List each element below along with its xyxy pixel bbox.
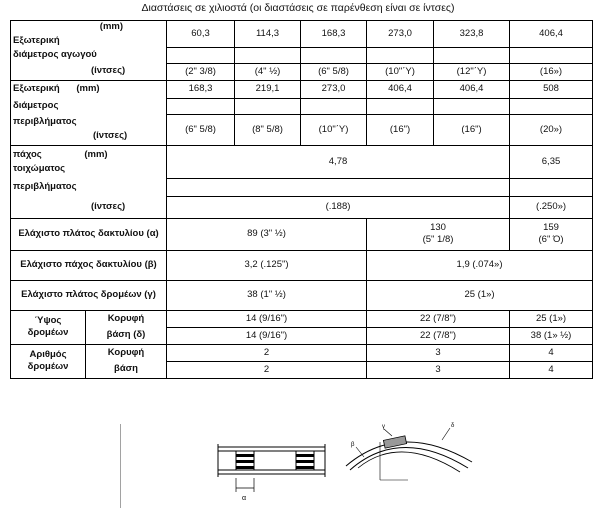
label-top-2: Κορυφή bbox=[86, 344, 167, 361]
table-row bbox=[11, 178, 593, 196]
table-row bbox=[11, 145, 593, 178]
casing-od-in-5: (16") bbox=[434, 114, 510, 145]
casing-od-mm-5: 406,4 bbox=[434, 80, 510, 98]
ring-width-c bbox=[510, 218, 593, 250]
label-delta: δ bbox=[451, 423, 455, 429]
label-alpha: α bbox=[242, 495, 247, 502]
casing-od-in-6: (20») bbox=[510, 114, 593, 145]
label-inches-2: (ίντσες) bbox=[93, 130, 128, 142]
runner-count-base-1: 2 bbox=[167, 361, 367, 378]
label-runner-count: Αριθμός δρομέων bbox=[11, 344, 86, 378]
ring-left bbox=[236, 451, 254, 470]
label-diameter: διάμετρος bbox=[11, 98, 167, 114]
label-outer-2: Εξωτερική bbox=[13, 83, 60, 95]
ring-thickness-b: 1,9 (.074») bbox=[367, 250, 593, 280]
table-row bbox=[11, 280, 593, 310]
runner-height-base-2: 22 (7/8") bbox=[367, 327, 510, 344]
runner-height-base-3: 38 (1» ½) bbox=[510, 327, 593, 344]
ring-width-b-mm: 130 bbox=[430, 222, 446, 233]
label-base-d: βάση (δ) bbox=[86, 327, 167, 344]
wall-mm-a: 4,78 bbox=[167, 145, 510, 178]
label-min-ring-width: Ελάχιστο πλάτος δακτυλίου (α) bbox=[11, 218, 167, 250]
table-row bbox=[11, 344, 593, 361]
ring-right bbox=[296, 451, 314, 470]
casing-od-mm-6: 508 bbox=[510, 80, 593, 98]
label-beta: β bbox=[351, 442, 355, 448]
label-min-runner-width: Ελάχιστο πλάτος δρομέων (γ) bbox=[11, 280, 167, 310]
table-row bbox=[11, 327, 593, 344]
pipe-od-mm-3: 168,3 bbox=[301, 21, 367, 48]
casing-od-in-1: (6" 5/8) bbox=[167, 114, 235, 145]
ring-width-b bbox=[367, 218, 510, 250]
casing-od-mm-3: 273,0 bbox=[301, 80, 367, 98]
table-row bbox=[11, 310, 593, 327]
wall-in-a: (.188) bbox=[167, 196, 510, 218]
pipe-od-mm-5: 323,8 bbox=[434, 21, 510, 48]
ring-width-c-in: (6" Ό) bbox=[538, 234, 564, 245]
runner-height-top-3: 25 (1») bbox=[510, 310, 593, 327]
casing-od-mm-2: 219,1 bbox=[235, 80, 301, 98]
label-min-ring-thickness: Ελάχιστο πάχος δακτυλίου (β) bbox=[11, 250, 167, 280]
casing-od-label-cell bbox=[11, 80, 167, 98]
label-outer: Εξωτερική bbox=[13, 35, 60, 46]
label-casing: περιβλήματος bbox=[13, 116, 77, 128]
label-inches-1: (ίντσες) bbox=[11, 63, 167, 80]
ring-thickness-a: 3,2 (.125") bbox=[167, 250, 367, 280]
runner-width-a: 38 (1" ½) bbox=[167, 280, 367, 310]
runner-count-top-1: 2 bbox=[167, 344, 367, 361]
table-row bbox=[11, 63, 593, 80]
ring-width-b-in: (5" 1/8) bbox=[422, 234, 454, 245]
label-thickness: πάχος bbox=[13, 148, 42, 160]
pipe-od-in-1: (2" 3/8) bbox=[167, 63, 235, 80]
pipe-od-mm-1: 60,3 bbox=[167, 21, 235, 48]
label-pipe-diameter: διάμετρος αγωγού bbox=[11, 47, 167, 63]
casing-od-in-4: (16") bbox=[367, 114, 434, 145]
casing-label-cell bbox=[11, 114, 167, 145]
label-mm: (mm) bbox=[99, 21, 124, 32]
casing-od-mm-4: 406,4 bbox=[367, 80, 434, 98]
table-row bbox=[11, 250, 593, 280]
table-caption: Διαστάσεις σε χιλιοστά (οι διαστάσεις σε παρένθεση είναι σε ίντσες) bbox=[141, 2, 455, 14]
pipe-side-view bbox=[218, 444, 325, 502]
pipe-od-in-3: (6" 5/8) bbox=[301, 63, 367, 80]
table-row bbox=[11, 114, 593, 145]
casing-od-in-3: (10"΄Υ) bbox=[301, 114, 367, 145]
wall-mm-b: 6,35 bbox=[510, 145, 593, 178]
table-row bbox=[11, 98, 593, 114]
pipe-od-in-2: (4" ½) bbox=[235, 63, 301, 80]
runner-count-base-2: 3 bbox=[367, 361, 510, 378]
table-row bbox=[11, 80, 593, 98]
ring-section-view bbox=[346, 423, 472, 480]
label-casing-2: περιβλήματος bbox=[11, 178, 167, 196]
label-top-1: Κορυφή bbox=[86, 310, 167, 327]
label-wall: τοιχώματος bbox=[13, 162, 66, 174]
pipe-od-mm-4: 273,0 bbox=[367, 21, 434, 48]
label-inches-3: (ίντσες) bbox=[11, 196, 167, 218]
wall-label-cell bbox=[11, 145, 167, 178]
table-row bbox=[11, 21, 593, 48]
ring-width-a: 89 (3" ½) bbox=[167, 218, 367, 250]
dimensions-table bbox=[10, 20, 593, 379]
casing-od-mm-1: 168,3 bbox=[167, 80, 235, 98]
pipe-od-mm-2: 114,3 bbox=[235, 21, 301, 48]
table-row bbox=[11, 196, 593, 218]
table-row bbox=[11, 361, 593, 378]
table-row bbox=[11, 47, 593, 63]
label-mm-3: (mm) bbox=[84, 148, 108, 160]
label-gamma: γ bbox=[382, 424, 385, 430]
table-row bbox=[11, 218, 593, 250]
ring-width-c-mm: 159 bbox=[543, 222, 559, 233]
runner-height-top-2: 22 (7/8") bbox=[367, 310, 510, 327]
spacer-diagram bbox=[120, 420, 596, 510]
pipe-od-in-5: (12"΄Υ) bbox=[434, 63, 510, 80]
runner-count-top-2: 3 bbox=[367, 344, 510, 361]
pipe-od-in-6: (16») bbox=[510, 63, 593, 80]
label-base: βάση bbox=[86, 361, 167, 378]
runner-height-top-1: 14 (9/16") bbox=[167, 310, 367, 327]
casing-od-in-2: (8" 5/8) bbox=[235, 114, 301, 145]
runner-width-b: 25 (1») bbox=[367, 280, 593, 310]
runner-count-top-3: 4 bbox=[510, 344, 593, 361]
label-runner-height: Ύψος δρομέων bbox=[11, 310, 86, 344]
runner-count-base-3: 4 bbox=[510, 361, 593, 378]
label-mm-2: (mm) bbox=[76, 83, 100, 95]
wall-in-b: (.250») bbox=[510, 196, 593, 218]
pipe-od-in-4: (10"΄Υ) bbox=[367, 63, 434, 80]
pipe-od-label-cell bbox=[11, 21, 167, 48]
runner-height-base-1: 14 (9/16") bbox=[167, 327, 367, 344]
pipe-od-mm-6: 406,4 bbox=[510, 21, 593, 48]
